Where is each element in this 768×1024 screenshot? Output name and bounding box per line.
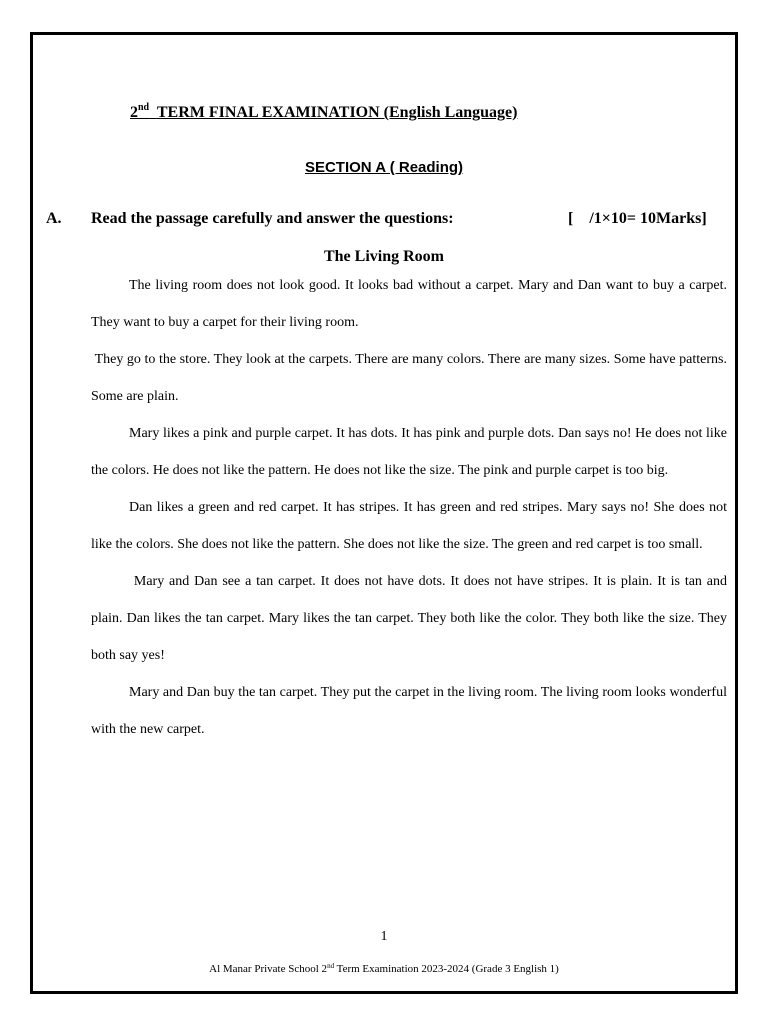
passage-paragraph: Mary and Dan see a tan carpet. It does not have dots. It does not have stripes. It is plain. It is tan and plain. Dan likes the tan carpet. Mary likes the tan carpet. They both like the color. They both like the size. They both say yes! — [91, 574, 731, 663]
passage-paragraph: The living room does not look good. It looks bad without a carpet. Mary and Dan want to buy a carpet. They want to buy a carpet for their living room. — [91, 278, 727, 330]
question-instruction: Read the passage carefully and answer the questions: — [91, 210, 454, 227]
question-letter: A. — [46, 210, 62, 227]
passage-paragraph: Dan likes a green and red carpet. It has stripes. It has green and red stripes. Mary says no! She does not like the colors. She does not like the pattern. She does not like the size. The green and red carpet is too small. — [91, 500, 727, 552]
passage-title: The Living Room — [323, 248, 444, 265]
exam-title-text: TERM FINAL EXAMINATION (English Language) — [156, 104, 518, 121]
page-number: 1 — [380, 929, 388, 944]
term-suffix: nd — [138, 102, 150, 113]
term-number: 2 — [130, 104, 138, 121]
section-heading: SECTION A ( Reading) — [304, 159, 464, 176]
passage-paragraph: They go to the store. They look at the carpets. There are many colors. There are many sizes. Some have patterns. Some are plain. — [91, 352, 731, 404]
exam-title — [130, 104, 517, 122]
passage-paragraph: Mary and Dan buy the tan carpet. They put the carpet in the living room. The living room looks wonderful with the new carpet. — [91, 685, 727, 737]
footer — [0, 963, 768, 975]
footer-school: Al Manar Private School 2 — [209, 963, 328, 975]
passage-paragraph: Mary likes a pink and purple carpet. It has dots. It has pink and purple dots. Dan says no! He does not like the colors. He does not like the pattern. He does not like the size. The pink and purple carpet is too big. — [91, 426, 727, 478]
passage-body — [91, 267, 731, 748]
question-marks: [ /1×10= 10Marks] — [568, 210, 707, 227]
footer-exam-info: Term Examination 2023-2024 (Grade 3 English 1) — [334, 963, 559, 975]
footer-suffix: nd — [327, 962, 335, 970]
